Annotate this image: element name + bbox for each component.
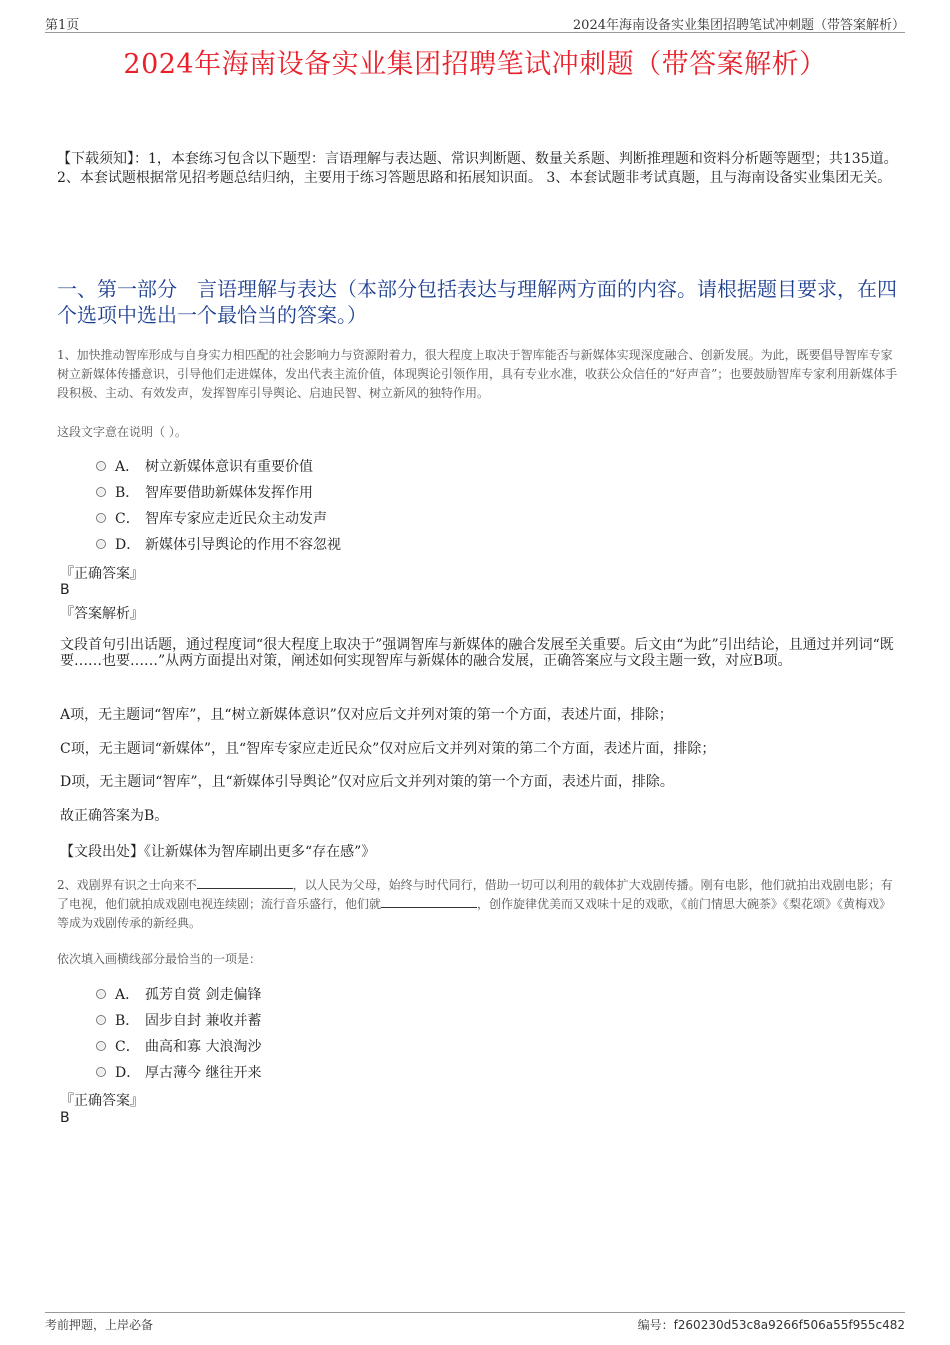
analysis-paragraph: 故正确答案为B。 [60,808,169,824]
radio-icon[interactable] [96,539,106,549]
radio-icon[interactable] [96,461,106,471]
fill-blank [197,876,293,889]
radio-icon[interactable] [96,487,106,497]
question-2-text: 2、戏剧界有识之士向来不 ，以人民为父母，始终与时代同行，借助一切可以利用的载体扩大戏剧传播。刚有电影，他们就拍出戏剧电影；有了电视，他们就拍成戏剧电视连续剧；流行音乐盛行，他们就 ，创作旋律优美而又戏味十足的戏歌，《前门情思大碗茶》《梨花颂》《黄梅戏》等成为戏剧传承的新经典。 [57,878,893,930]
option-label: 孤芳自赏 剑走偏锋 [145,987,262,1003]
answer-label: 『正确答案』 [60,1093,144,1109]
option-d[interactable]: D． 新媒体引导舆论的作用不容忽视 [96,531,341,557]
radio-icon[interactable] [96,989,106,999]
option-b[interactable]: B． 智库要借助新媒体发挥作用 [96,479,341,505]
download-notice: 【下载须知】：1，本套练习包含以下题型：言语理解与表达题、常识判断题、数量关系题、判断推理题和资料分析题等题型；共135道。 2、本套试题根据常见招考题总结归纳，主要用于练习答题思路和拓展知识面。 3、本套试题非考试真题，且与海南设备实业集团无关。 [57,151,898,186]
analysis-paragraph: C项，无主题词“新媒体”，且“智库专家应走近民众”仅对应后文并列对策的第二个方面，表述片面，排除； [60,741,716,757]
analysis-paragraph: D项，无主题词“智库”，且“新媒体引导舆论”仅对应后文并列对策的第一个方面，表述片面，排除。 [60,774,674,790]
option-c[interactable]: C． 智库专家应走近民众主动发声 [96,505,341,531]
radio-icon[interactable] [96,513,106,523]
footer-slogan: 考前押题，上岸必备 [45,1318,154,1332]
page-header [45,14,905,33]
option-b[interactable]: B． 固步自封 兼收并蓄 [96,1007,261,1033]
question-2-options [96,981,261,1085]
option-a[interactable]: A． 孤芳自赏 剑走偏锋 [96,981,261,1007]
correct-answer: B [60,582,70,598]
option-label: 厚古薄今 继往开来 [145,1065,262,1081]
option-label: 树立新媒体意识有重要价值 [145,459,313,475]
radio-icon[interactable] [96,1067,106,1077]
option-label: 智库专家应走近民众主动发声 [145,511,327,527]
analysis-paragraph: 文段首句引出话题，通过程度词“很大程度上取决于”强调智库与新媒体的融合发展至关重要。后文由“为此”引出结论，且通过并列词“既要……也要……”从两方面提出对策，阐述如何实现智库与新媒体的融合发展，正确答案应与文段主题一致，对应B项。 [60,637,894,669]
passage-source: 【文段出处】《让新媒体为智库刷出更多“存在感”》 [60,844,376,860]
page-footer [45,1312,905,1335]
question-1-options [96,453,341,557]
radio-icon[interactable] [96,1015,106,1025]
analysis-label: 『答案解析』 [60,606,144,622]
radio-icon[interactable] [96,1041,106,1051]
header-doc-title: 2024年海南设备实业集团招聘笔试冲刺题（带答案解析） [572,18,905,33]
analysis-paragraph: A项，无主题词“智库”，且“树立新媒体意识”仅对应后文并列对策的第一个方面，表述片面，排除； [60,707,673,723]
page-number: 第1页 [45,18,80,33]
option-c[interactable]: C． 曲高和寡 大浪淘沙 [96,1033,261,1059]
option-label: 新媒体引导舆论的作用不容忽视 [145,537,341,553]
question-1-prompt: 这段文字意在说明（ ）。 [57,425,187,439]
option-label: 曲高和寡 大浪淘沙 [145,1039,262,1055]
answer-label: 『正确答案』 [60,566,144,582]
question-2-prompt: 依次填入画横线部分最恰当的一项是： [57,952,262,966]
document-title: 2024年海南设备实业集团招聘笔试冲刺题（带答案解析） [123,49,827,80]
document-code: 编号：f260230d53c8a9266f506a55f955c482 [637,1318,905,1332]
question-1-text: 1、加快推动智库形成与自身实力相匹配的社会影响力与资源附着力，很大程度上取决于智库能否与新媒体实现深度融合、创新发展。为此，既要倡导智库专家树立新媒体传播意识，引导他们走进媒体，发出代表主流价值，体现舆论引领作用，具有专业水准，收获公众信任的“好声音”；也要鼓励智库专家利用新媒体手段积极、主动、有效发声，发挥智库引导舆论、启迪民智、树立新风的独特作用。 [57,348,898,400]
fill-blank [381,895,477,908]
option-a[interactable]: A． 树立新媒体意识有重要价值 [96,453,341,479]
section-title: 一、第一部分 言语理解与表达（本部分包括表达与理解两方面的内容。请根据题目要求，在四个选项中选出一个最恰当的答案。） [57,277,897,327]
option-d[interactable]: D． 厚古薄今 继往开来 [96,1059,261,1085]
option-label: 固步自封 兼收并蓄 [145,1013,262,1029]
option-label: 智库要借助新媒体发挥作用 [145,485,313,501]
correct-answer: B [60,1110,70,1126]
